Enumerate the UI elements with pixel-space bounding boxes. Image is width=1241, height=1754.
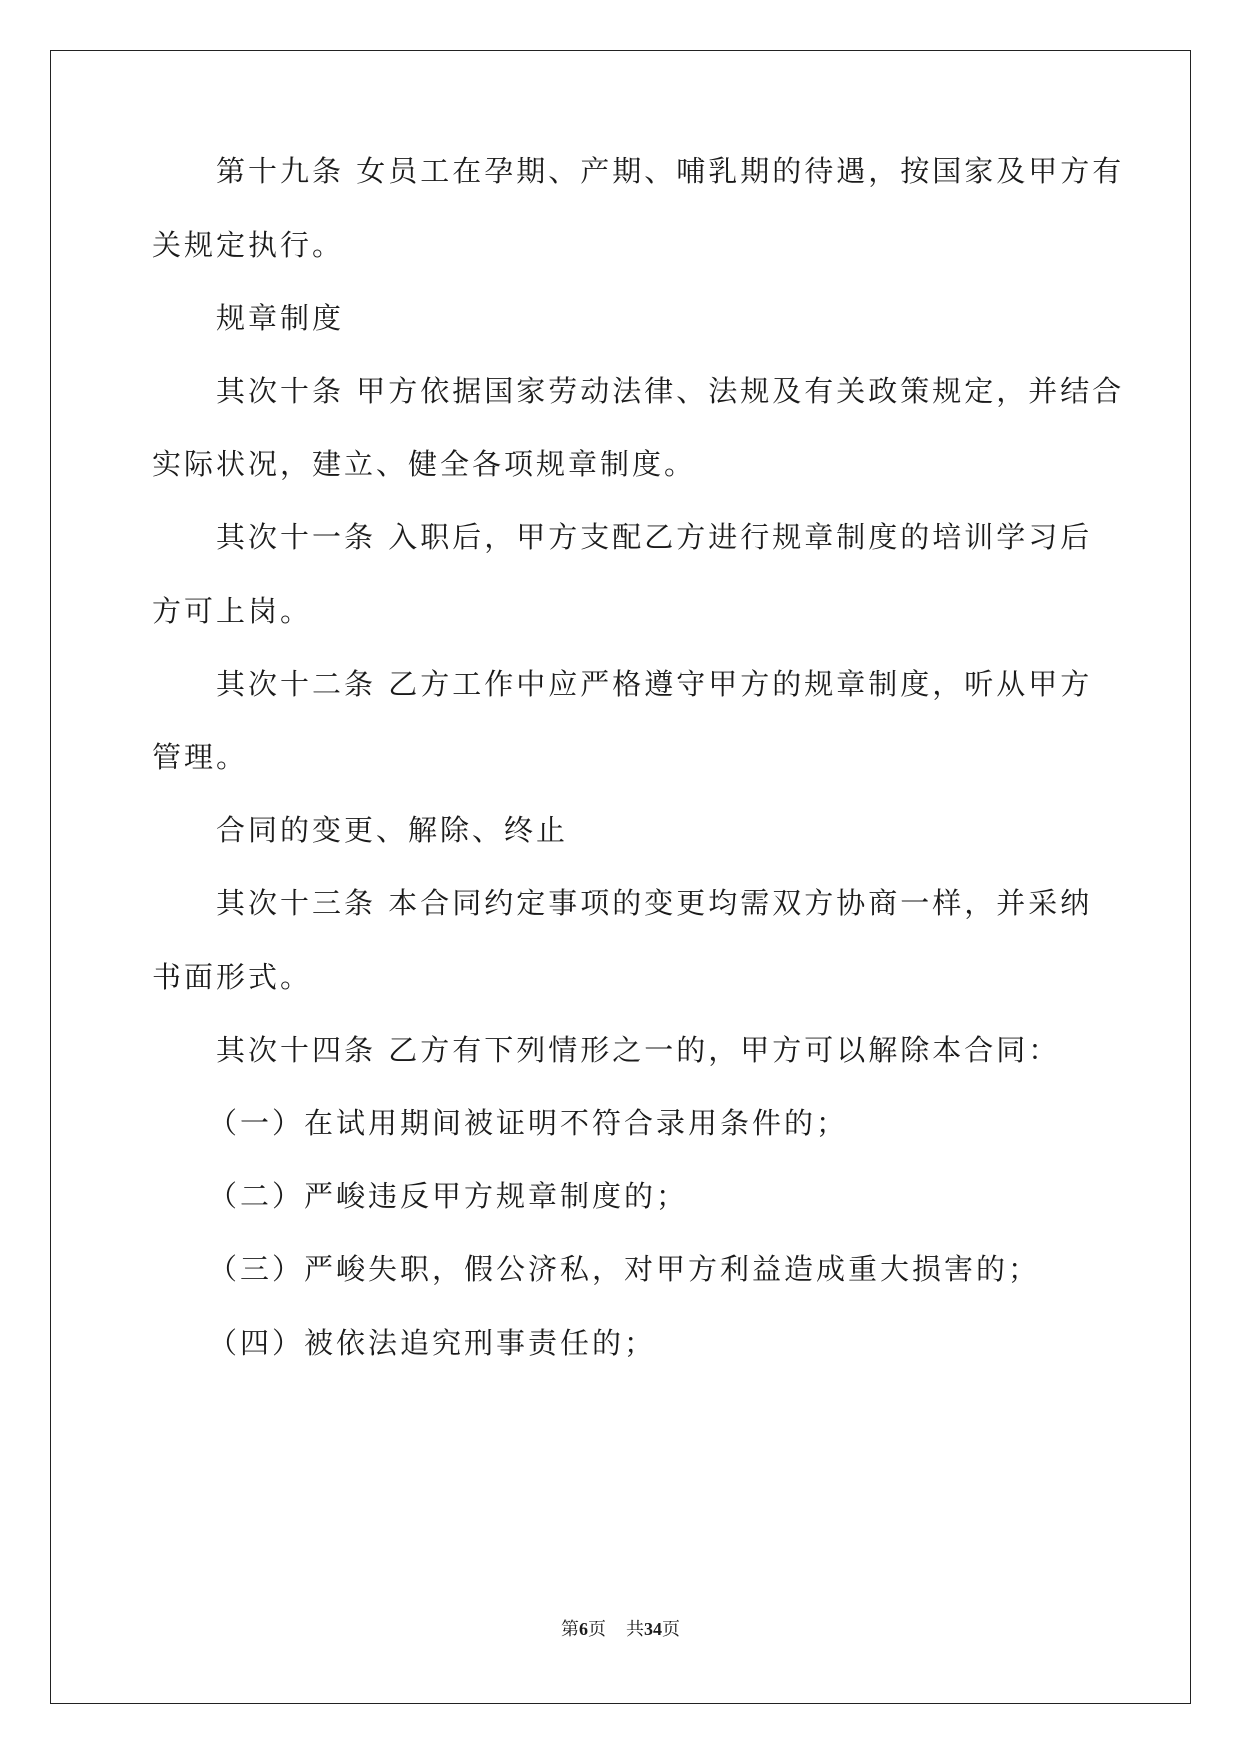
- list-item-2: （二）严峻违反甲方规章制度的；: [208, 1179, 689, 1213]
- article-22-line-1: 其次十二条 乙方工作中应严格遵守甲方的规章制度，听从甲方: [216, 667, 1093, 701]
- article-23-line-2: 书面形式。: [152, 960, 313, 994]
- total-prefix: 共: [626, 1619, 644, 1639]
- article-20-line-2: 实际状况，建立、健全各项规章制度。: [152, 447, 697, 481]
- article-21-line-2: 方可上岗。: [152, 594, 313, 628]
- section-heading-contract: 合同的变更、解除、终止: [216, 813, 569, 847]
- article-24-line-1: 其次十四条 乙方有下列情形之一的，甲方可以解除本合同：: [216, 1033, 1061, 1067]
- article-21-line-1: 其次十一条 入职后，甲方支配乙方进行规章制度的培训学习后: [216, 520, 1093, 554]
- article-20-line-1: 其次十条 甲方依据国家劳动法律、法规及有关政策规定，并结合: [216, 374, 1125, 408]
- article-23-line-1: 其次十三条 本合同约定事项的变更均需双方协商一样，并采纳: [216, 886, 1093, 920]
- total-suffix: 页: [662, 1619, 680, 1639]
- page-suffix: 页: [588, 1619, 606, 1639]
- page-current-number: 6: [579, 1619, 588, 1639]
- list-item-1: （一）在试用期间被证明不符合录用条件的；: [208, 1106, 849, 1140]
- page-prefix: 第: [561, 1619, 579, 1639]
- page-footer: [0, 1617, 1241, 1641]
- list-item-3: （三）严峻失职，假公济私，对甲方利益造成重大损害的；: [208, 1252, 1041, 1286]
- article-19-line-1: 第十九条 女员工在孕期、产期、哺乳期的待遇，按国家及甲方有: [216, 154, 1125, 188]
- list-item-4: （四）被依法追究刑事责任的；: [208, 1326, 657, 1360]
- section-heading-rules: 规章制度: [216, 301, 345, 335]
- article-19-line-2: 关规定执行。: [152, 228, 345, 262]
- article-22-line-2: 管理。: [152, 740, 249, 774]
- page-total-number: 34: [644, 1619, 662, 1639]
